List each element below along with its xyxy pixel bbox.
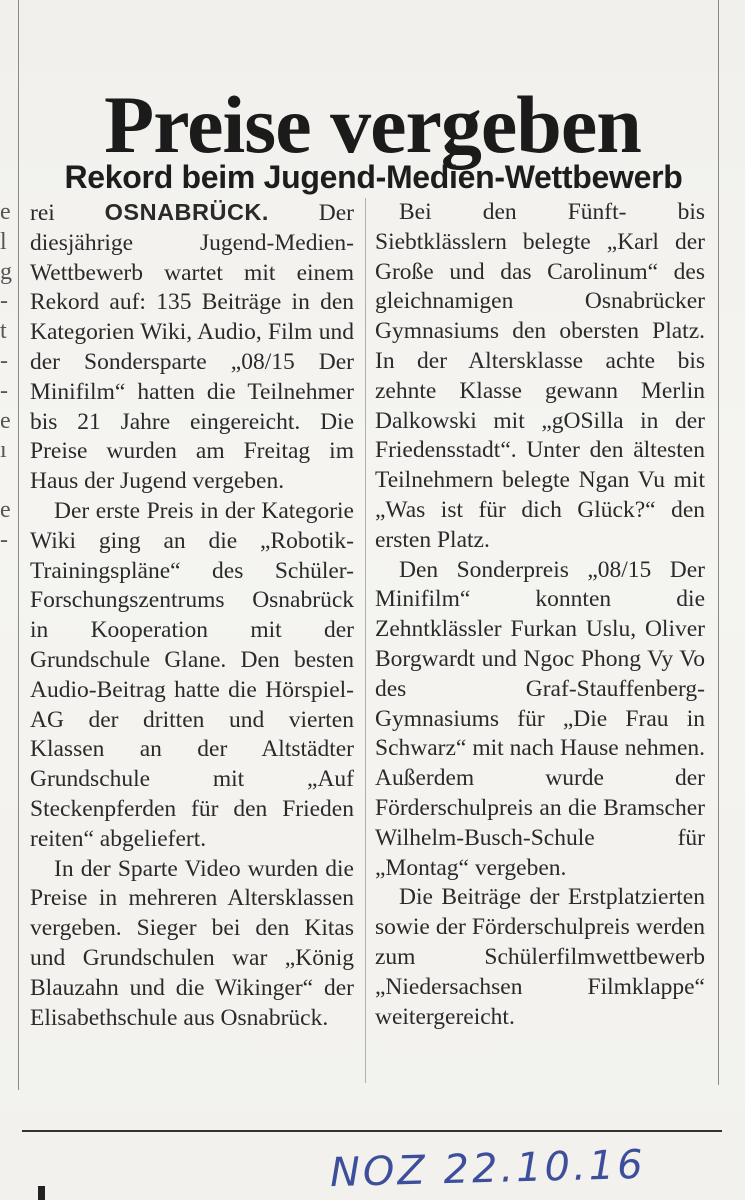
bottom-rule: [22, 1130, 722, 1132]
article-subheadline: Rekord beim Jugend-Medien-Wettbewerb: [64, 158, 683, 195]
article-column-right: [375, 198, 705, 1032]
fragment: -: [0, 526, 8, 553]
article-paragraph: Bei den Fünft- bis Siebtklässlern belegte „Karl der Große und das Carolinum“ des gleichnamigen Osnabrücker Gymnasiums den obersten Platz. In der Altersklasse achte bis zehnte Klasse gewann Merlin Dalkowski mit „gOSilla in der Friedensstadt“. Unter den ältesten Teilnehmern belegte Ngan Vu mit „Was ist für dich Glück?“ den ersten Platz.: [375, 199, 705, 553]
article-paragraph: Den Sonderpreis „08/15 Der Minifilm“ konnten die Zehntklässler Furkan Uslu, Oliver Borgwardt und Ngoc Phong Vy Vo des Graf-Stauffenberg-Gymnasiums für „Die Frau in Schwarz“ mit nach Hause nehmen. Außerdem wurde der Förderschulpreis an die Bramscher Wilhelm-Busch-Schule für „Montag“ vergeben.: [375, 556, 705, 881]
article-paragraph: Der erste Preis in der Kategorie Wiki ging an die „Robotik-Trainingspläne“ des Schüler-Forschungszentrums Osnabrück in Kooperation mit der Grundschule Glane. Den besten Audio-Beitrag hatte die Hörspiel-AG der dritten und vierten Klassen an der Altstädter Grundschule mit „Auf Steckenpferden für den Frieden reiten“ abgeliefert.: [30, 497, 354, 852]
article-paragraph: Die Beiträge der Erstplatzierten sowie der Förderschulpreis werden zum Schülerfilmwettbewerb „Niedersachsen Filmklappe“ weitergereicht.: [375, 884, 705, 1030]
dateline-city: OSNABRÜCK.: [104, 199, 269, 225]
scan-mark: [38, 1186, 45, 1200]
fragment: ı: [0, 437, 7, 464]
show-through-text: [600, 5, 715, 32]
fragment: e: [0, 199, 11, 225]
article-headline: Preise vergeben: [104, 78, 641, 170]
fragment: -: [0, 377, 8, 404]
article-paragraph: [30, 198, 354, 497]
fragment: e: [0, 407, 11, 434]
fragment: l: [0, 228, 7, 255]
author-initials: rei: [30, 200, 55, 226]
fragment: g: [0, 258, 12, 285]
fragment: t: [0, 318, 7, 345]
paragraph-text: Der diesjährige Jugend-Medien-Wettbewerb wartet mit einem Rekord auf: 135 Beiträge in den Kategorien Wiki, Audio, Film und der Sondersparte „08/15 Der Minifilm“ hatten die Teilnehmer bis 21 Jahre eingereicht. Die Preise wurden am Freitag im Haus der Jugend vergeben.: [30, 200, 354, 495]
fragment: -: [0, 288, 8, 315]
article-column-left: [30, 198, 354, 1033]
fragment: [0, 466, 14, 496]
article-paragraph: In der Sparte Video wurden die Preise in mehreren Altersklassen vergeben. Sieger bei den Kitas und Grundschulen war „König Blauzahn und die Wikinger“ der Elisabethschule aus Osnabrück.: [30, 855, 354, 1031]
fragment: e: [0, 496, 11, 523]
adjacent-article-fragments: [0, 198, 14, 556]
fragment: -: [0, 347, 8, 374]
handwritten-source-note: NOZ 22.10.16: [329, 1141, 647, 1197]
column-divider: [365, 198, 366, 1083]
